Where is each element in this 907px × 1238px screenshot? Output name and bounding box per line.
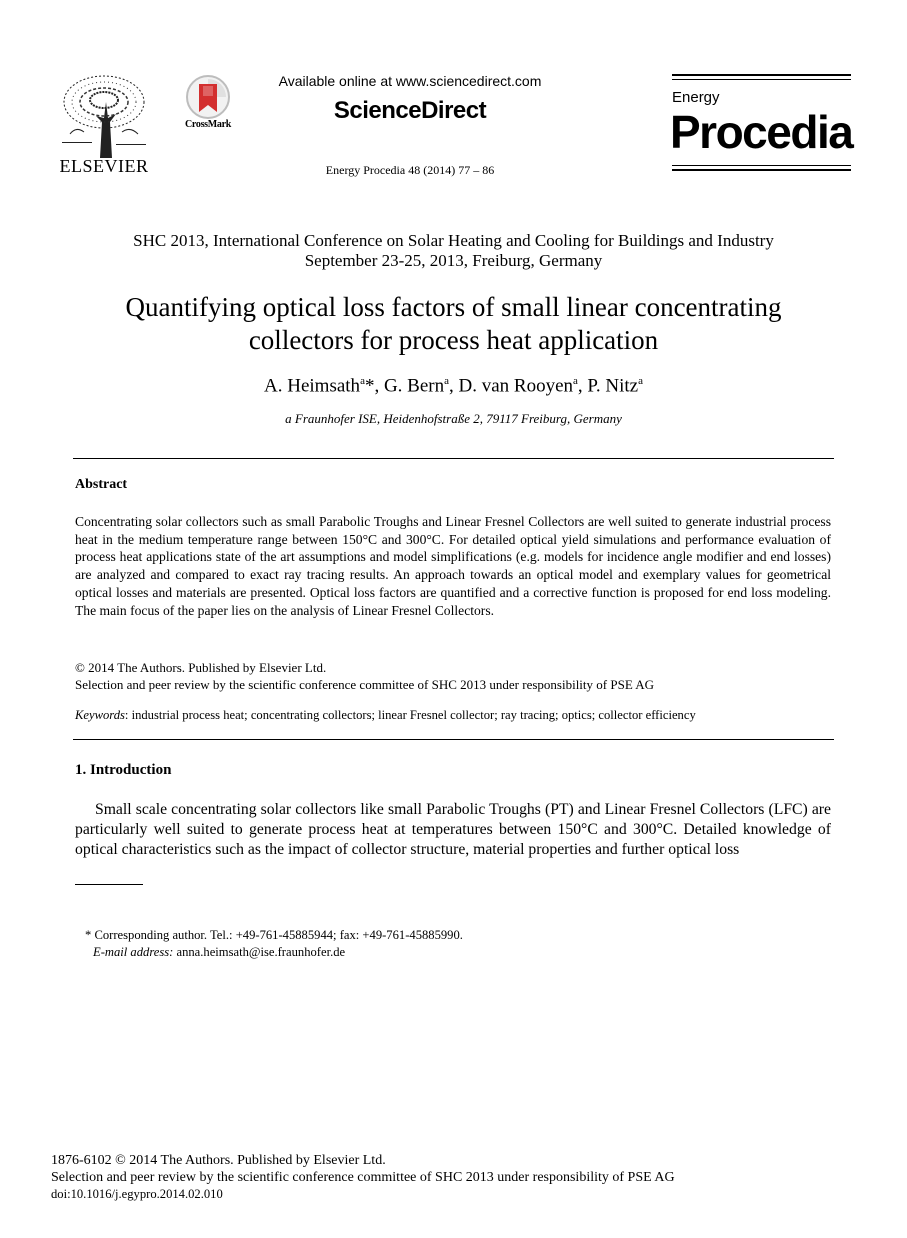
copyright-line: © 2014 The Authors. Published by Elsevier Ltd. <box>75 660 327 675</box>
keywords <box>75 708 835 723</box>
author-affil-mark: a <box>360 375 365 387</box>
journal-reference: Energy Procedia 48 (2014) 77 – 86 <box>325 163 495 177</box>
abstract-text: Concentrating solar collectors such as small Parabolic Troughs and Linear Fresnel Collectors are well suited to generate industrial process heat in the medium temperature range between 150°C and 300°C. For detailed optical yield simulations and performance evaluation of process heat applications state of the art assumptions and model simplifications (e.g. models for incidence angle modifier and end losses) are analyzed and compared to exact ray tracing results. An approach towards an optical model and exemplary values for geometrical optical losses and materials are presented. Optical loss factors are quantified and a corrective function is proposed for end loss modeling. The main focus of the paper lies on the analysis of Linear Fresnel Collectors. <box>75 514 831 618</box>
introduction-text: Small scale concentrating solar collectors like small Parabolic Troughs (PT) and Linear Fresnel Collectors (LFC) are particularly well suited to generate process heat at temperatures between 150°C and 300°C. Detailed knowledge of optical characteristics such as the impact of collector structure, material properties and further optical loss <box>75 801 831 858</box>
keywords-text: : industrial process heat; concentrating collectors; linear Fresnel collector; ray tracing; optics; collector efficiency <box>124 708 696 722</box>
author-list: A. Heimsath$^a$*, G. Bern$^a$, D. van Rooyen$^a$, P. Nitz$^a$ <box>264 375 643 397</box>
elsevier-wordmark: ELSEVIER <box>59 156 149 176</box>
divider <box>73 458 834 459</box>
doi-link[interactable]: doi:10.1016/j.egypro.2014.02.010 <box>51 1187 223 1201</box>
procedia-top-rule <box>672 74 851 76</box>
paper-title <box>40 291 867 357</box>
footnote <box>85 927 785 961</box>
peer-review-line: Selection and peer review by the scientific conference committee of SHC 2013 under responsibility of PSE AG <box>75 677 655 692</box>
keywords-label: Keywords <box>75 708 125 722</box>
journal-name-small: Energy <box>672 89 720 106</box>
author-name: P. Nitz <box>587 375 639 397</box>
author-affil-mark: a <box>444 375 449 387</box>
procedia-top-rule-thin <box>672 79 851 80</box>
procedia-bottom-rule <box>672 169 851 171</box>
bottom-peer-review: Selection and peer review by the scientific conference committee of SHC 2013 under responsibility of PSE AG <box>51 1170 675 1185</box>
email-label: E-mail address: <box>93 945 174 959</box>
copyright-block <box>75 659 835 693</box>
abstract-heading: Abstract <box>75 477 128 492</box>
email-address[interactable]: anna.heimsath@ise.fraunhofer.de <box>173 945 346 959</box>
affiliation: a Fraunhofer ISE, Heidenhofstraße 2, 79117 Freiburg, Germany <box>285 411 622 426</box>
author-affil-mark: a <box>573 375 578 387</box>
sciencedirect-logo[interactable]: ScienceDirect <box>333 97 487 124</box>
issn-copyright: 1876-6102 © 2014 The Authors. Published by Elsevier Ltd. <box>51 1153 386 1168</box>
journal-name-large: Procedia <box>670 106 853 158</box>
author-name: D. van Rooyen <box>458 375 574 397</box>
crossmark-label: CrossMark <box>184 119 231 130</box>
email-line <box>85 944 785 961</box>
procedia-bottom-rule-thin <box>672 165 851 166</box>
bottom-notice <box>51 1152 851 1203</box>
author-name: A. Heimsath <box>264 375 361 397</box>
author-affil-mark: a <box>638 375 643 387</box>
available-online: Available online at www.sciencedirect.com <box>278 73 542 89</box>
title-line-2: collectors for process heat application <box>248 325 659 355</box>
footnote-rule <box>75 884 143 885</box>
section-heading: 1. Introduction <box>75 762 172 778</box>
divider <box>73 739 834 740</box>
corresponding-mark: * <box>364 375 375 397</box>
conference-line-2: September 23-25, 2013, Freiburg, Germany <box>304 251 603 270</box>
conference-line-1: SHC 2013, International Conference on Solar Heating and Cooling for Buildings and Industry <box>133 231 774 250</box>
corresponding-author: * Corresponding author. Tel.: +49-761-45885944; fax: +49-761-45885990. <box>85 928 463 942</box>
author-name: G. Bern <box>383 375 445 397</box>
title-line-1: Quantifying optical loss factors of small linear concentrating <box>125 292 782 322</box>
